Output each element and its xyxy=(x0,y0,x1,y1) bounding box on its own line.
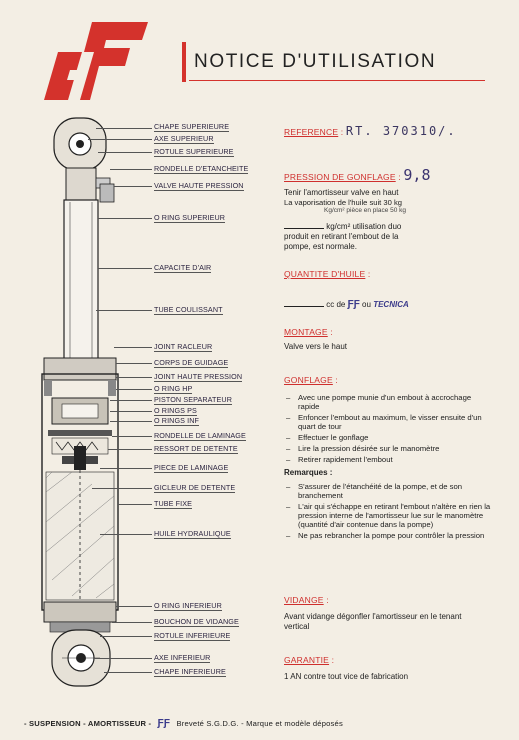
title-underline xyxy=(189,80,485,81)
page-title: NOTICE D'UTILISATION xyxy=(194,51,437,72)
label-rondelle-laminage: RONDELLE DE LAMINAGE xyxy=(154,431,246,440)
label-corps-guidage: CORPS DE GUIDAGE xyxy=(154,358,229,367)
pression-label: PRESSION DE GONFLAGE xyxy=(284,172,396,182)
quantite-section: QUANTITE D'HUILE : cc de ƑƑ ou TECNICA xyxy=(284,269,409,310)
gonflage-label: GONFLAGE xyxy=(284,375,333,385)
montage-text: Valve vers le haut xyxy=(284,342,347,351)
label-axe-inferieur: AXE INFERIEUR xyxy=(154,653,211,662)
label-joint-haute-pression: JOINT HAUTE PRESSION xyxy=(154,372,243,381)
brand-mark-tecnica: TECNICA xyxy=(373,300,409,309)
remarques-list xyxy=(284,482,494,540)
pression-line4: produit en retirant l'embout de la xyxy=(284,232,399,241)
garantie-text: 1 AN contre tout vice de fabrication xyxy=(284,672,409,681)
gonflage-item: – Avec une pompe munie d'un embout à accrochage rapide xyxy=(284,393,494,411)
pression-line3: kg/cm² utilisation duo xyxy=(326,222,402,231)
label-o-ring-hp: O RING HP xyxy=(154,384,193,393)
remarques-item: – L'air qui s'échappe en retirant l'embout n'altère en rien la pression interne de l'amortisseur lue sur le manomètre (quantité d'air contenue dans la pompe) xyxy=(284,502,494,529)
label-ressort-detente: RESSORT DE DETENTE xyxy=(154,444,238,453)
gonflage-section: GONFLAGE : – Avec une pompe munie d'un embout à accrochage rapide – Enfoncer l'embout au maximum, le visser ensuite d'un quart de tour – Effectuer le gonflage – Lire la pression désirée sur le manomètre – Retirer rapidement l'embout Remarques : – S'assurer de l'étanchéité de la pompe, et de son branchement – L'air qui s'échappe en retirant l'embout n'altère en rien la pression interne de l'amortisseur lue sur le manomètre (quantité d'air contenue dans la pompe) – Ne pas rebrancher la pompe pour contrôler la pression xyxy=(284,370,494,542)
label-joint-racleur: JOINT RACLEUR xyxy=(154,342,213,351)
label-o-rings-ps: O RINGS PS xyxy=(154,406,197,415)
pression-line1: Tenir l'amortisseur valve en haut xyxy=(284,188,399,197)
label-chape-superieure: CHAPE SUPERIEURE xyxy=(154,122,230,131)
footer-right: Breveté S.G.D.G. - Marque et modèle déposés xyxy=(176,719,343,728)
label-piece-laminage: PIECE DE LAMINAGE xyxy=(154,463,229,472)
garantie-section: GARANTIE : 1 AN contre tout vice de fabrication xyxy=(284,650,494,682)
gonflage-item: – Enfoncer l'embout au maximum, le visser ensuite d'un quart de tour xyxy=(284,413,494,431)
reference-value: RT. 370310/. xyxy=(345,124,457,138)
label-valve-haute-pression: VALVE HAUTE PRESSION xyxy=(154,181,244,190)
brand-logo xyxy=(34,22,148,100)
brand-mark-ff: ƑƑ xyxy=(347,299,360,310)
gonflage-item: – Lire la pression désirée sur le manomètre xyxy=(284,444,494,453)
vidange-text: Avant vidange dégonfler l'amortisseur en le tenant vertical xyxy=(284,612,462,631)
label-rotule-inferieure: ROTULE INFERIEURE xyxy=(154,631,231,640)
gonflage-item: – Retirer rapidement l'embout xyxy=(284,455,494,464)
pression-line2: La vaporisation de l'huile suit 30 kg xyxy=(284,198,402,207)
remarques-label: Remarques : xyxy=(284,468,333,477)
label-o-ring-superieur: O RING SUPERIEUR xyxy=(154,213,226,222)
footer xyxy=(24,718,504,729)
reference-section: REFERENCE : RT. 370310/. xyxy=(284,124,457,138)
pression-handwritten-value: 9,8 xyxy=(403,166,431,184)
label-tube-fixe: TUBE FIXE xyxy=(154,499,193,508)
label-rotule-superieure: ROTULE SUPERIEURE xyxy=(154,147,234,156)
pression-line2-sub: Kg/cm² pièce en place 50 kg xyxy=(324,207,407,214)
pression-section: PRESSION DE GONFLAGE : 9,8 Tenir l'amortisseur valve en haut La vaporisation de l'huile suit 30 kg Kg/cm² pièce en place 50 kg kg/cm² utilisation duo produit en retirant l'embout de la pompe, est normale. xyxy=(284,166,494,252)
gonflage-item: – Effectuer le gonflage xyxy=(284,433,494,442)
quantite-cc-text: cc de xyxy=(326,300,346,309)
label-capacite-air: CAPACITE D'AIR xyxy=(154,263,212,272)
label-rondelle-etancheite: RONDELLE D'ETANCHEITE xyxy=(154,164,249,173)
reference-label: REFERENCE xyxy=(284,127,339,137)
montage-section: MONTAGE : Valve vers le haut xyxy=(284,322,494,352)
label-o-rings-inf: O RINGS INF xyxy=(154,416,200,425)
label-axe-superieur: AXE SUPERIEUR xyxy=(154,134,214,143)
remarques-item: – S'assurer de l'étanchéité de la pompe, et de son branchement xyxy=(284,482,494,500)
vidange-section: VIDANGE : Avant vidange dégonfler l'amortisseur en le tenant vertical xyxy=(284,590,494,632)
label-bouchon-vidange: BOUCHON DE VIDANGE xyxy=(154,617,239,626)
montage-label: MONTAGE xyxy=(284,327,328,337)
footer-left: - SUSPENSION - AMORTISSEUR - xyxy=(24,719,152,728)
label-tube-coulissant: TUBE COULISSANT xyxy=(154,305,223,314)
label-huile-hydraulique: HUILE HYDRAULIQUE xyxy=(154,529,231,538)
quantite-label: QUANTITE D'HUILE xyxy=(284,269,366,279)
vidange-label: VIDANGE xyxy=(284,595,324,605)
garantie-label: GARANTIE xyxy=(284,655,330,665)
remarques-item: – Ne pas rebrancher la pompe pour contrôler la pression xyxy=(284,531,494,540)
title-accent-bar xyxy=(182,42,186,82)
label-gicleur-detente: GICLEUR DE DETENTE xyxy=(154,483,236,492)
footer-brand-mark: ƑƑ xyxy=(157,718,171,729)
label-chape-inferieure: CHAPE INFERIEURE xyxy=(154,667,226,676)
quantite-ou-text: ou xyxy=(362,300,371,309)
shock-absorber-diagram xyxy=(22,112,140,692)
gonflage-list xyxy=(284,393,494,464)
label-piston-separateur: PISTON SEPARATEUR xyxy=(154,395,232,404)
label-o-ring-inferieur: O RING INFERIEUR xyxy=(154,601,222,610)
pression-line5: pompe, est normale. xyxy=(284,242,357,251)
